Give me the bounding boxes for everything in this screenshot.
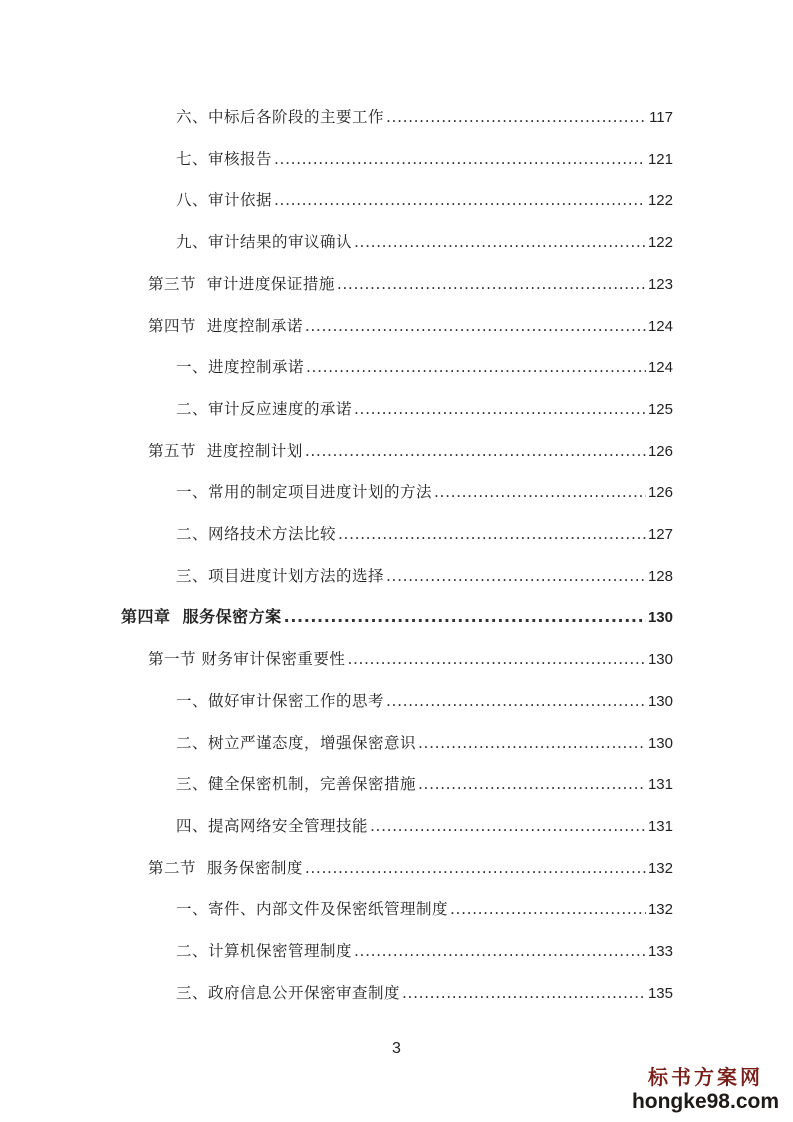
toc-entry-page: 122	[647, 234, 673, 252]
toc-entry-title: 二、审计反应速度的承诺	[176, 399, 353, 418]
toc-entry-title: 八、审计依据	[176, 191, 273, 210]
toc-entry[interactable]	[148, 441, 673, 461]
toc-dot-leader	[434, 482, 646, 502]
toc-entry-page: 128	[647, 567, 673, 585]
toc-entry[interactable]	[121, 607, 673, 627]
toc-entry-page: 126	[647, 484, 673, 502]
toc-entry-page: 127	[647, 526, 673, 543]
toc-entry-title: 第四章 服务保密方案	[121, 607, 282, 627]
toc-dot-leader	[386, 107, 647, 127]
watermark	[632, 1064, 779, 1114]
toc-dot-leader	[305, 441, 646, 461]
toc-entry-page: 123	[647, 275, 673, 293]
toc-entry-title: 三、健全保密机制，完善保密措施	[176, 775, 417, 794]
toc-dot-leader	[386, 566, 646, 586]
toc-entry-title: 第三节 审计进度保证措施	[148, 274, 335, 293]
toc-entry-title: 四、提高网络安全管理技能	[176, 816, 369, 835]
toc-entry-title: 第一节 财务审计保密重要性	[148, 650, 346, 669]
toc-dot-leader	[274, 190, 646, 210]
toc-dot-leader	[354, 399, 646, 419]
toc-entry-page: 126	[647, 442, 673, 460]
toc-entry[interactable]	[176, 941, 673, 961]
toc-dot-leader	[418, 733, 646, 753]
toc-entry-page: 130	[647, 651, 673, 669]
toc-entry-title: 第四节 进度控制承诺	[148, 316, 303, 335]
watermark-url: hongke98.com	[631, 1090, 779, 1113]
toc-entry-title: 七、审核报告	[176, 149, 273, 168]
toc-entry-title: 三、政府信息公开保密审查制度	[176, 983, 401, 1002]
watermark-title: 标书方案网	[647, 1065, 763, 1089]
toc-entry[interactable]	[176, 190, 673, 210]
toc-entry-title: 六、中标后各阶段的主要工作	[176, 108, 385, 126]
toc-entry[interactable]	[176, 774, 673, 794]
toc-entry[interactable]	[176, 524, 673, 544]
toc-entry[interactable]	[148, 274, 673, 294]
toc-dot-leader	[347, 649, 646, 669]
toc-dot-leader	[354, 941, 646, 961]
toc-entry-page: 117	[649, 109, 673, 126]
toc-entry-page: 124	[647, 359, 673, 377]
toc-dot-leader	[305, 858, 646, 878]
toc-entry[interactable]	[176, 816, 673, 836]
toc-entry-title: 一、寄件、内部文件及保密纸管理制度	[176, 900, 449, 919]
toc-entry-title: 第二节 服务保密制度	[148, 858, 303, 877]
toc-dot-leader	[337, 274, 646, 294]
toc-entry-title: 一、进度控制承诺	[176, 358, 305, 377]
toc-entry-page: 121	[647, 150, 673, 168]
toc-entry-title: 二、计算机保密管理制度	[176, 942, 353, 960]
toc-entry[interactable]	[148, 649, 673, 669]
toc-entry-page: 133	[647, 943, 673, 960]
toc-entry-page: 132	[647, 901, 673, 919]
toc-entry-title: 二、网络技术方法比较	[176, 525, 337, 543]
toc-dot-leader	[370, 816, 646, 836]
toc-entry[interactable]	[176, 399, 673, 419]
toc-dot-leader	[450, 899, 646, 919]
toc-entry[interactable]	[176, 107, 673, 127]
toc-entry[interactable]	[176, 149, 673, 169]
toc-entry[interactable]	[176, 691, 673, 711]
toc-entry-page: 122	[647, 192, 673, 210]
toc-entry-page: 130	[647, 734, 673, 752]
toc-dot-leader	[418, 774, 646, 794]
toc-entry[interactable]	[148, 316, 673, 336]
toc-entry-title: 一、常用的制定项目进度计划的方法	[176, 483, 433, 502]
toc-entry-title: 二、树立严谨态度，增强保密意识	[176, 733, 417, 752]
toc-entry[interactable]	[176, 482, 673, 502]
toc-entry-title: 第五节 进度控制计划	[148, 441, 303, 460]
page-number: 3	[392, 1040, 401, 1057]
toc-entry-title: 九、审计结果的审议确认	[176, 233, 353, 252]
toc-entry-title: 三、项目进度计划方法的选择	[176, 566, 385, 585]
toc-entry[interactable]	[176, 232, 673, 252]
toc-dot-leader	[274, 149, 646, 169]
toc-entry-page: 130	[647, 609, 673, 627]
toc-entry[interactable]	[176, 566, 673, 586]
toc-dot-leader	[354, 232, 646, 252]
toc-entry[interactable]	[148, 858, 673, 878]
toc-entry-page: 125	[647, 400, 673, 418]
toc-entry-page: 135	[647, 984, 673, 1002]
toc-entry-page: 130	[647, 692, 673, 710]
toc-entry-page: 124	[647, 317, 673, 335]
toc-entry[interactable]	[176, 357, 673, 377]
toc-entry-page: 131	[647, 776, 673, 794]
toc-dot-leader	[306, 357, 646, 377]
toc-dot-leader	[402, 983, 646, 1003]
toc-entry[interactable]	[176, 983, 673, 1003]
toc-entry[interactable]	[176, 733, 673, 753]
toc-entry-page: 132	[647, 859, 673, 877]
toc-entry-title: 一、做好审计保密工作的思考	[176, 691, 385, 710]
toc-dot-leader	[338, 524, 646, 544]
toc-entry-page: 131	[647, 817, 673, 835]
toc-entry[interactable]	[176, 899, 673, 919]
toc-dot-leader	[284, 607, 646, 627]
toc-dot-leader	[386, 691, 646, 711]
toc-dot-leader	[305, 316, 646, 336]
